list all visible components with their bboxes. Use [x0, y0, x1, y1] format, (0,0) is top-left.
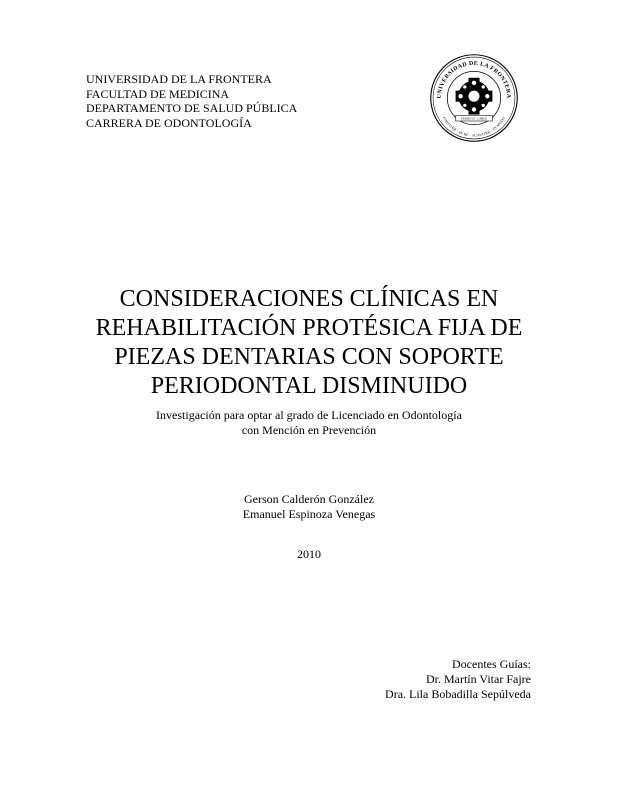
title-line-4: PERIODONTAL DISMINUIDO	[150, 373, 468, 399]
degree-line-1: Investigación para optar al grado de Licenciado en Odontología	[156, 408, 462, 422]
university-name: UNIVERSIDAD DE LA FRONTERA	[86, 72, 272, 86]
author-name: Emanuel Espinoza Venegas	[242, 507, 376, 521]
department-name: DEPARTAMENTO DE SALUD PÚBLICA	[86, 101, 298, 115]
institution-header	[86, 72, 297, 130]
authors-block	[60, 492, 558, 522]
university-seal-icon	[428, 52, 520, 144]
degree-statement	[60, 408, 558, 438]
seal-bottom-text: FORTITER · IN RE · SUAVITER · IN MODO	[441, 116, 507, 138]
faculty-name: FACULTAD DE MEDICINA	[86, 86, 230, 101]
advisors-block	[385, 657, 531, 702]
thesis-title	[60, 285, 558, 401]
author-name: Gerson Calderón González	[244, 492, 374, 506]
title-line-1: CONSIDERACIONES CLÍNICAS EN	[119, 286, 499, 312]
seal-emblem	[456, 78, 493, 115]
title-line-3: PIEZAS DENTARIAS CON SOPORTE	[114, 344, 504, 370]
advisor-name: Dr. Martín Vitar Fajre	[425, 672, 531, 686]
degree-line-2: con Mención en Prevención	[241, 423, 377, 437]
title-line-2: REHABILITACIÓN PROTÉSICA FIJA DE	[95, 315, 523, 341]
program-name: CARRERA DE ODONTOLOGÍA	[86, 115, 252, 130]
seal-top-text: UNIVERSIDAD DE LA FRONTERA	[436, 60, 512, 99]
advisor-name: Dra. Lila Bobadilla Sepúlveda	[385, 687, 531, 701]
seal-band-text: TEMUCO · CHILE	[460, 116, 488, 121]
advisors-heading: Docentes Guías:	[452, 657, 531, 671]
publication-year: 2010	[297, 547, 321, 561]
